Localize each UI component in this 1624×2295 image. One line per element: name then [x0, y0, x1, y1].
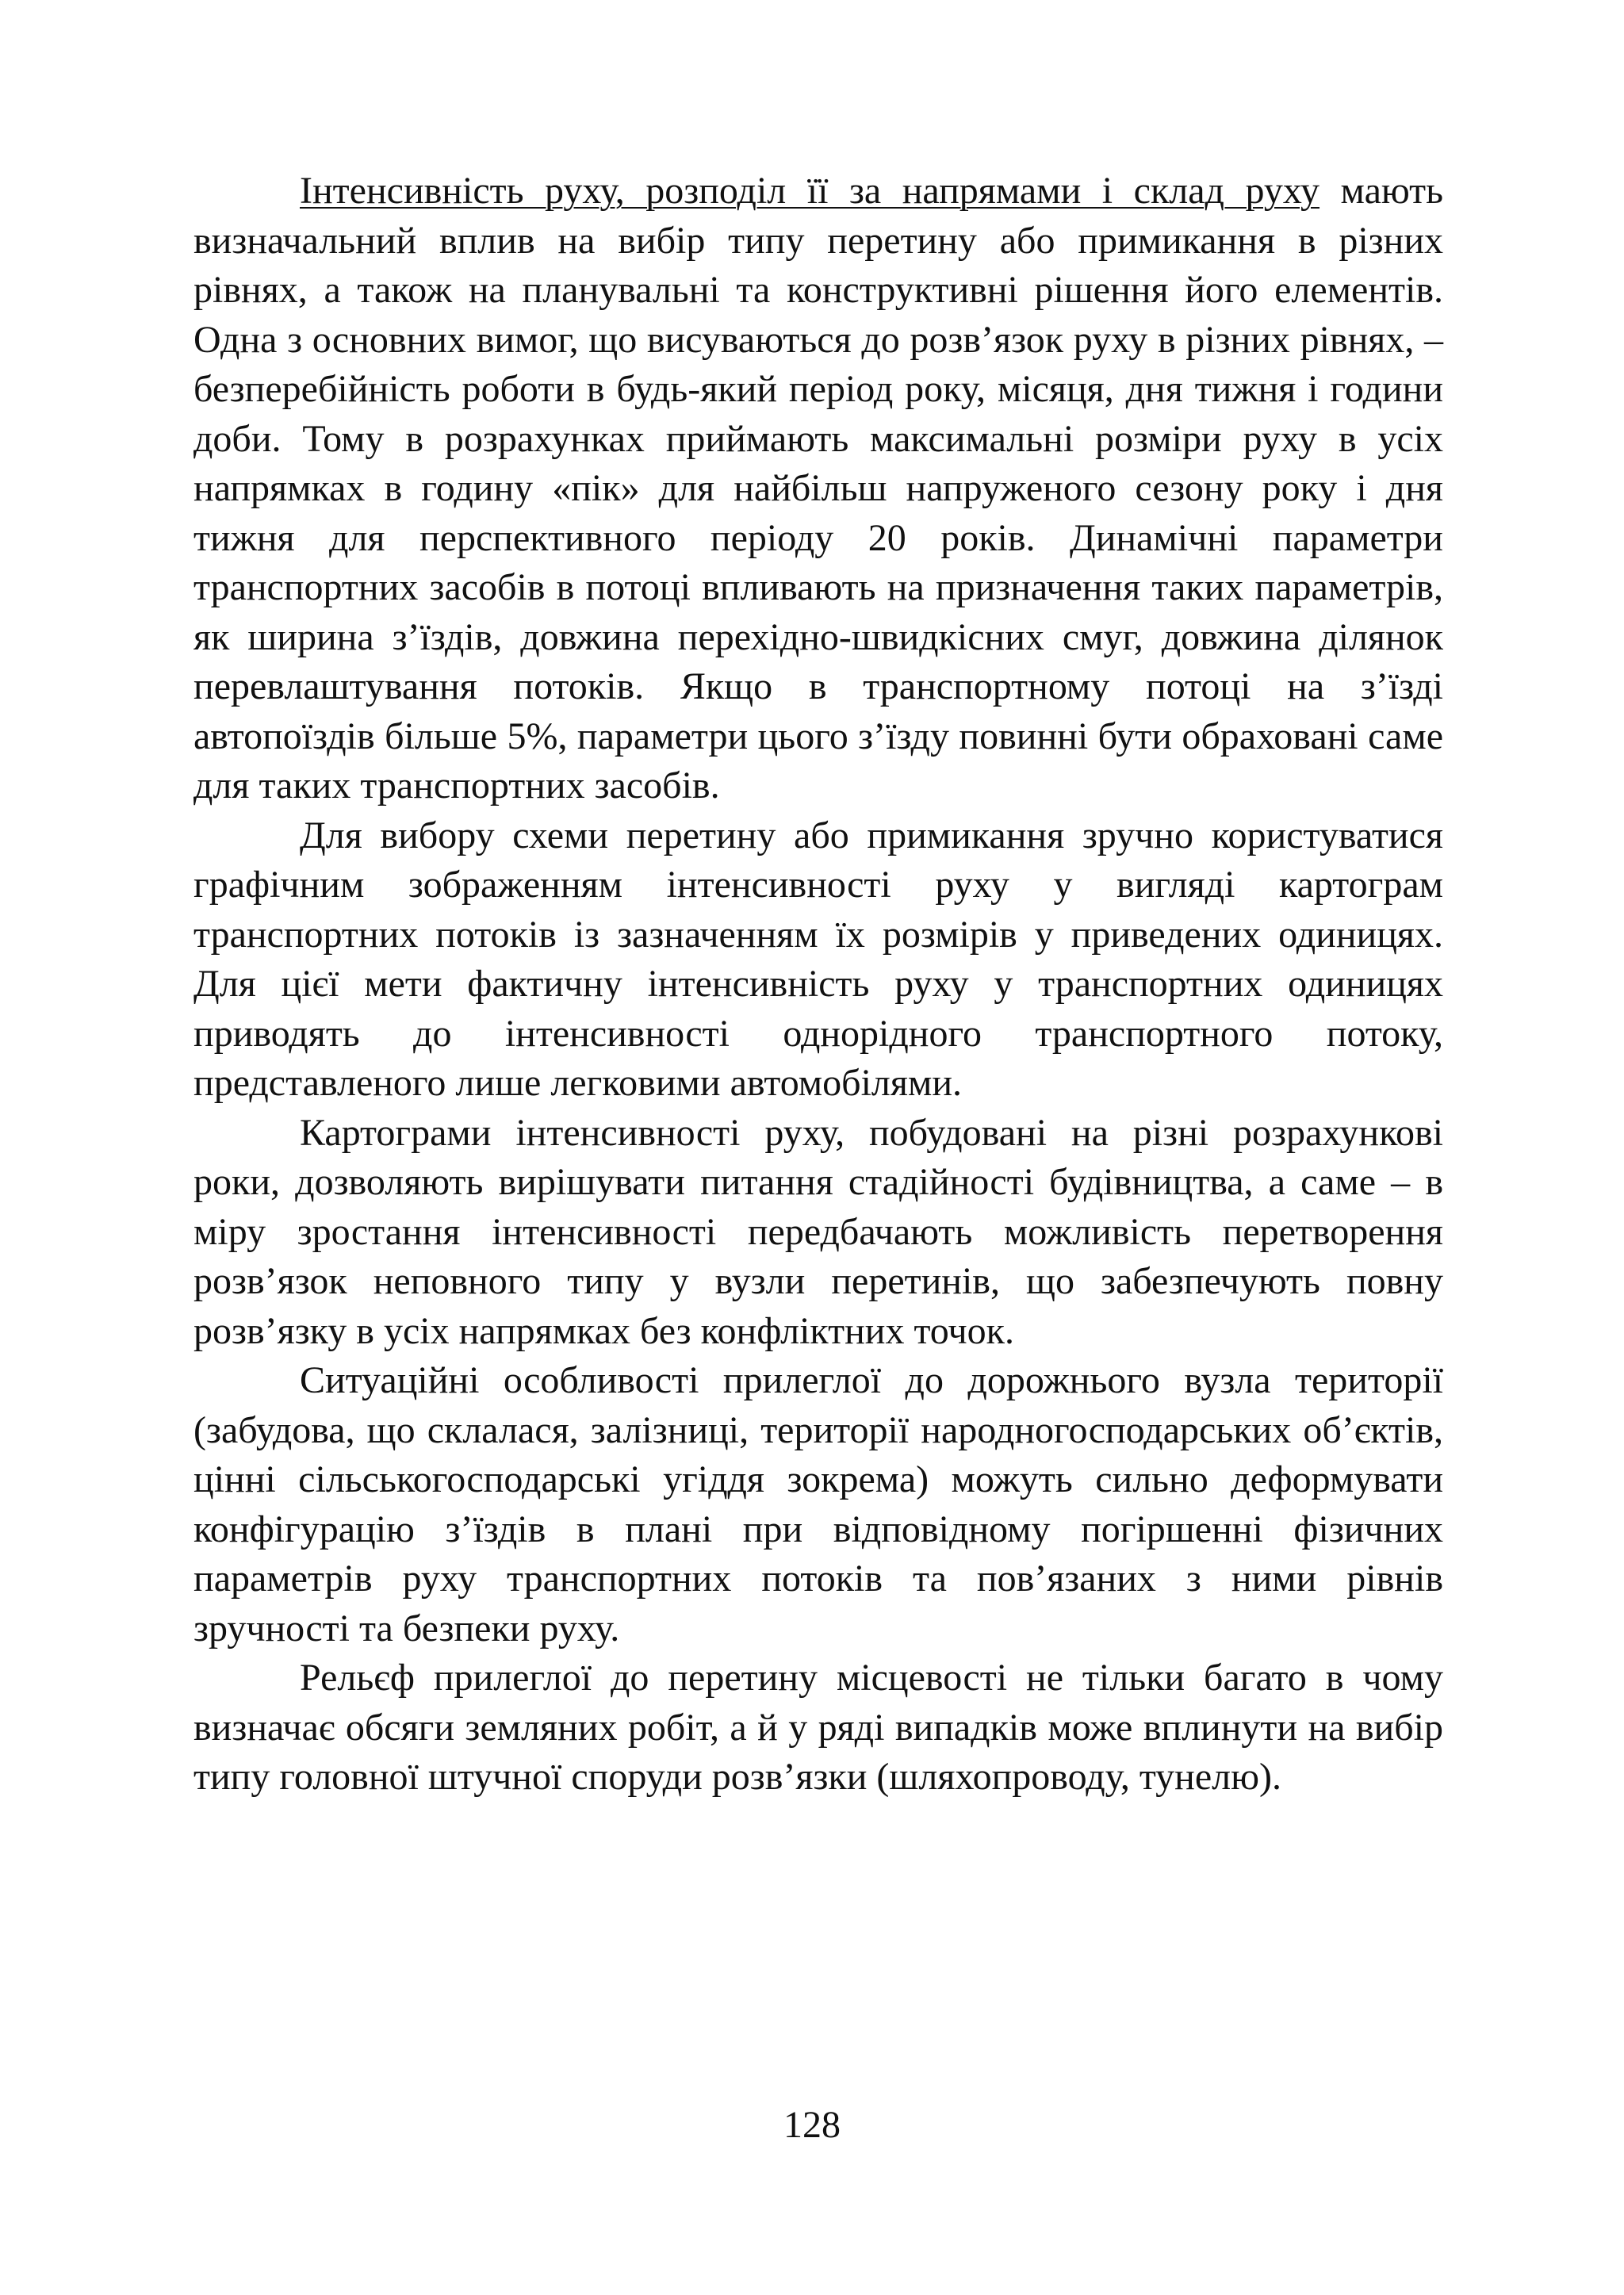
paragraph-cartograms-choice: [193, 811, 1443, 1109]
body-text: [193, 167, 1443, 1803]
paragraph-text: Ситуаційні особливості прилеглої до дорожнього вузла території (забудова, що склалася, залізниці, території народногосподарських об’єктів, цінні сільськогосподарські угіддя зокрема) можуть сильно деформувати конфігурацію з’їздів в плані при відповідному погіршенні фізичних параметрів руху транспортних потоків та пов’язаних з ними рівнів зручності та безпеки руху.: [193, 1359, 1443, 1649]
paragraph-text: Рельєф прилеглої до перетину місцевості не тільки багато в чому визначає обсяги земляних робіт, а й у ряді випадків може вплинути на вибір типу головної штучної споруди розв’язки (шляхопроводу, тунелю).: [193, 1657, 1443, 1798]
paragraph-relief: [193, 1653, 1443, 1803]
paragraph-text: Для вибору схеми перетину або примикання зручно користуватися графічним зображенням інтенсивності руху у вигляді картограм транспортних потоків із зазначенням їх розмірів у приведених одиницях. Для цієї мети фактичну інтенсивність руху у транспортних одиницях приводять до інтенсивності однорідного транспортного потоку, представленого лише легковими автомобілями.: [193, 814, 1443, 1104]
page-number: 128: [783, 2104, 841, 2146]
paragraph-situational-features: [193, 1356, 1443, 1653]
paragraph-text: Картограми інтенсивності руху, побудовані на різні розрахункові роки, дозволяють вирішувати питання стадійності будівництва, а саме – в міру зростання інтенсивності передбачають можливість перетворення розв’язок неповного типу у вузли перетинів, що забезпечують повну розв’язку в усіх напрямках без конфліктних точок.: [193, 1111, 1443, 1352]
underlined-lead-phrase: Інтенсивність руху, розподіл її за напрямами і склад руху: [300, 170, 1320, 212]
paragraph-text: мають визначальний вплив на вибір типу перетину або примикання в різних рівнях, а також на планувальні та конструктивні рішення його елементів. Одна з основних вимог, що висуваються до розв’язок руху в різних рівнях, – безперебійність роботи в будь-який період року, місяця, дня тижня і години доби. Тому в розрахунках приймають максимальні розміри руху в усіх напрямках в годину «пік» для найбільш напруженого сезону року і дня тижня для перспективного періоду 20 років. Динамічні параметри транспортних засобів в потоці впливають на призначення таких параметрів, як ширина з’їздів, довжина перехідно-швидкісних смуг, довжина ділянок перевлаштування потоків. Якщо в транспортному потоці на з’їзді автопоїздів більше 5%, параметри цього з’їзду повинні бути обраховані саме для таких транспортних засобів.: [193, 170, 1443, 807]
paragraph-cartograms-stages: [193, 1109, 1443, 1357]
paragraph-traffic-intensity: [193, 167, 1443, 811]
